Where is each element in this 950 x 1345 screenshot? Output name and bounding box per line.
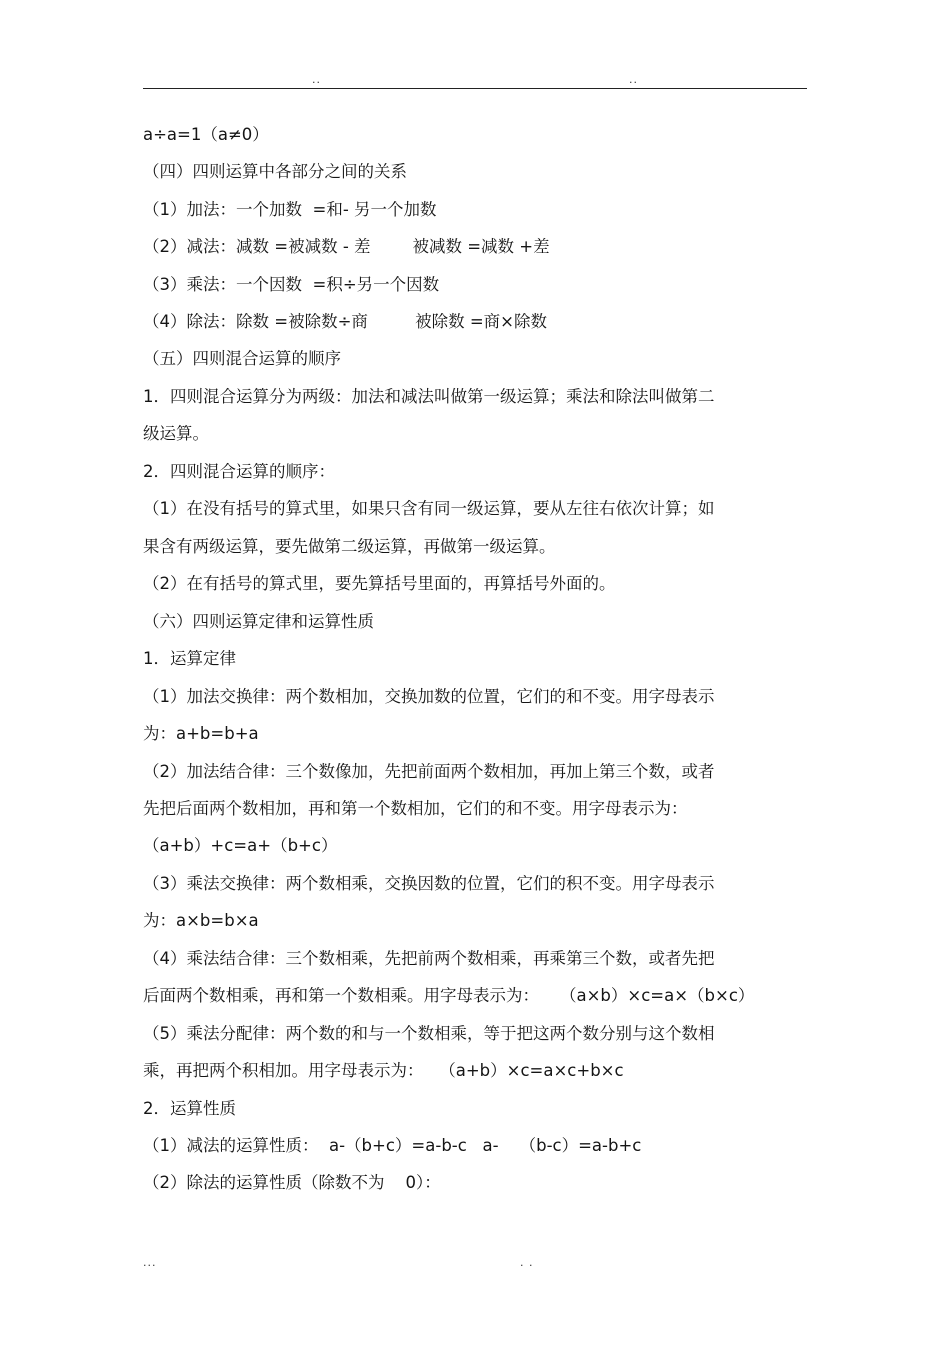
header-rule xyxy=(143,88,807,89)
text-line: （2）在有括号的算式里，要先算括号里面的，再算括号外面的。 xyxy=(143,574,616,593)
header-dots-right: .. xyxy=(629,73,638,86)
section-heading: （六）四则运算定律和运算性质 xyxy=(143,612,374,631)
text-line: （2）除法的运算性质（除数不为 0）： xyxy=(143,1173,441,1192)
text-line: （1）减法的运算性质： a-（b+c）=a-b-c a- （b-c）=a-b+c xyxy=(143,1136,642,1155)
footer-dots-right: . . xyxy=(520,1256,534,1269)
text-line: （a+b）+c=a+（b+c） xyxy=(143,836,338,855)
text-line: （5）乘法分配律：两个数的和与一个数相乘，等于把这两个数分别与这个数相 xyxy=(143,1024,715,1043)
text-line: （1）加法：一个加数 =和- 另一个加数 xyxy=(143,200,437,219)
text-line: （4）除法：除数 =被除数÷商 被除数 =商×除数 xyxy=(143,312,547,331)
text-line: （2）加法结合律：三个数像加，先把前面两个数相加，再加上第三个数，或者 xyxy=(143,762,715,781)
text-line: 乘，再把两个积相加。用字母表示为： （a+b）×c=a×c+b×c xyxy=(143,1061,624,1080)
text-line: （3）乘法：一个因数 =积÷另一个因数 xyxy=(143,275,440,294)
text-line: 为：a×b=b×a xyxy=(143,911,259,930)
text-line: （4）乘法结合律：三个数相乘，先把前两个数相乘，再乘第三个数，或者先把 xyxy=(143,949,715,968)
text-line: （1）加法交换律：两个数相加，交换加数的位置，它们的和不变。用字母表示 xyxy=(143,687,715,706)
text-line: 为：a+b=b+a xyxy=(143,724,259,743)
section-heading: （五）四则混合运算的顺序 xyxy=(143,349,341,368)
text-line: 先把后面两个数相加，再和第一个数相加，它们的和不变。用字母表示为： xyxy=(143,799,688,818)
text-line: 后面两个数相乘，再和第一个数相乘。用字母表示为： （a×b）×c=a×（b×c） xyxy=(143,986,755,1005)
footer-dots-left: ... xyxy=(143,1256,157,1269)
text-line: 2．运算性质 xyxy=(143,1099,236,1118)
text-line: （3）乘法交换律：两个数相乘，交换因数的位置，它们的积不变。用字母表示 xyxy=(143,874,715,893)
text-line: a÷a=1（a≠0） xyxy=(143,125,269,144)
section-heading: （四）四则运算中各部分之间的关系 xyxy=(143,162,407,181)
text-line: 2．四则混合运算的顺序： xyxy=(143,462,335,481)
text-line: 级运算。 xyxy=(143,424,209,443)
header-dots-left: .. xyxy=(312,73,321,86)
text-line: 1．运算定律 xyxy=(143,649,236,668)
text-line: （1）在没有括号的算式里，如果只含有同一级运算，要从左往右依次计算；如 xyxy=(143,499,715,518)
text-line: 1．四则混合运算分为两级：加法和减法叫做第一级运算；乘法和除法叫做第二 xyxy=(143,387,715,406)
text-line: （2）减法：减数 =被减数 - 差 被减数 =减数 +差 xyxy=(143,237,550,256)
text-line: 果含有两级运算，要先做第二级运算，再做第一级运算。 xyxy=(143,537,556,556)
